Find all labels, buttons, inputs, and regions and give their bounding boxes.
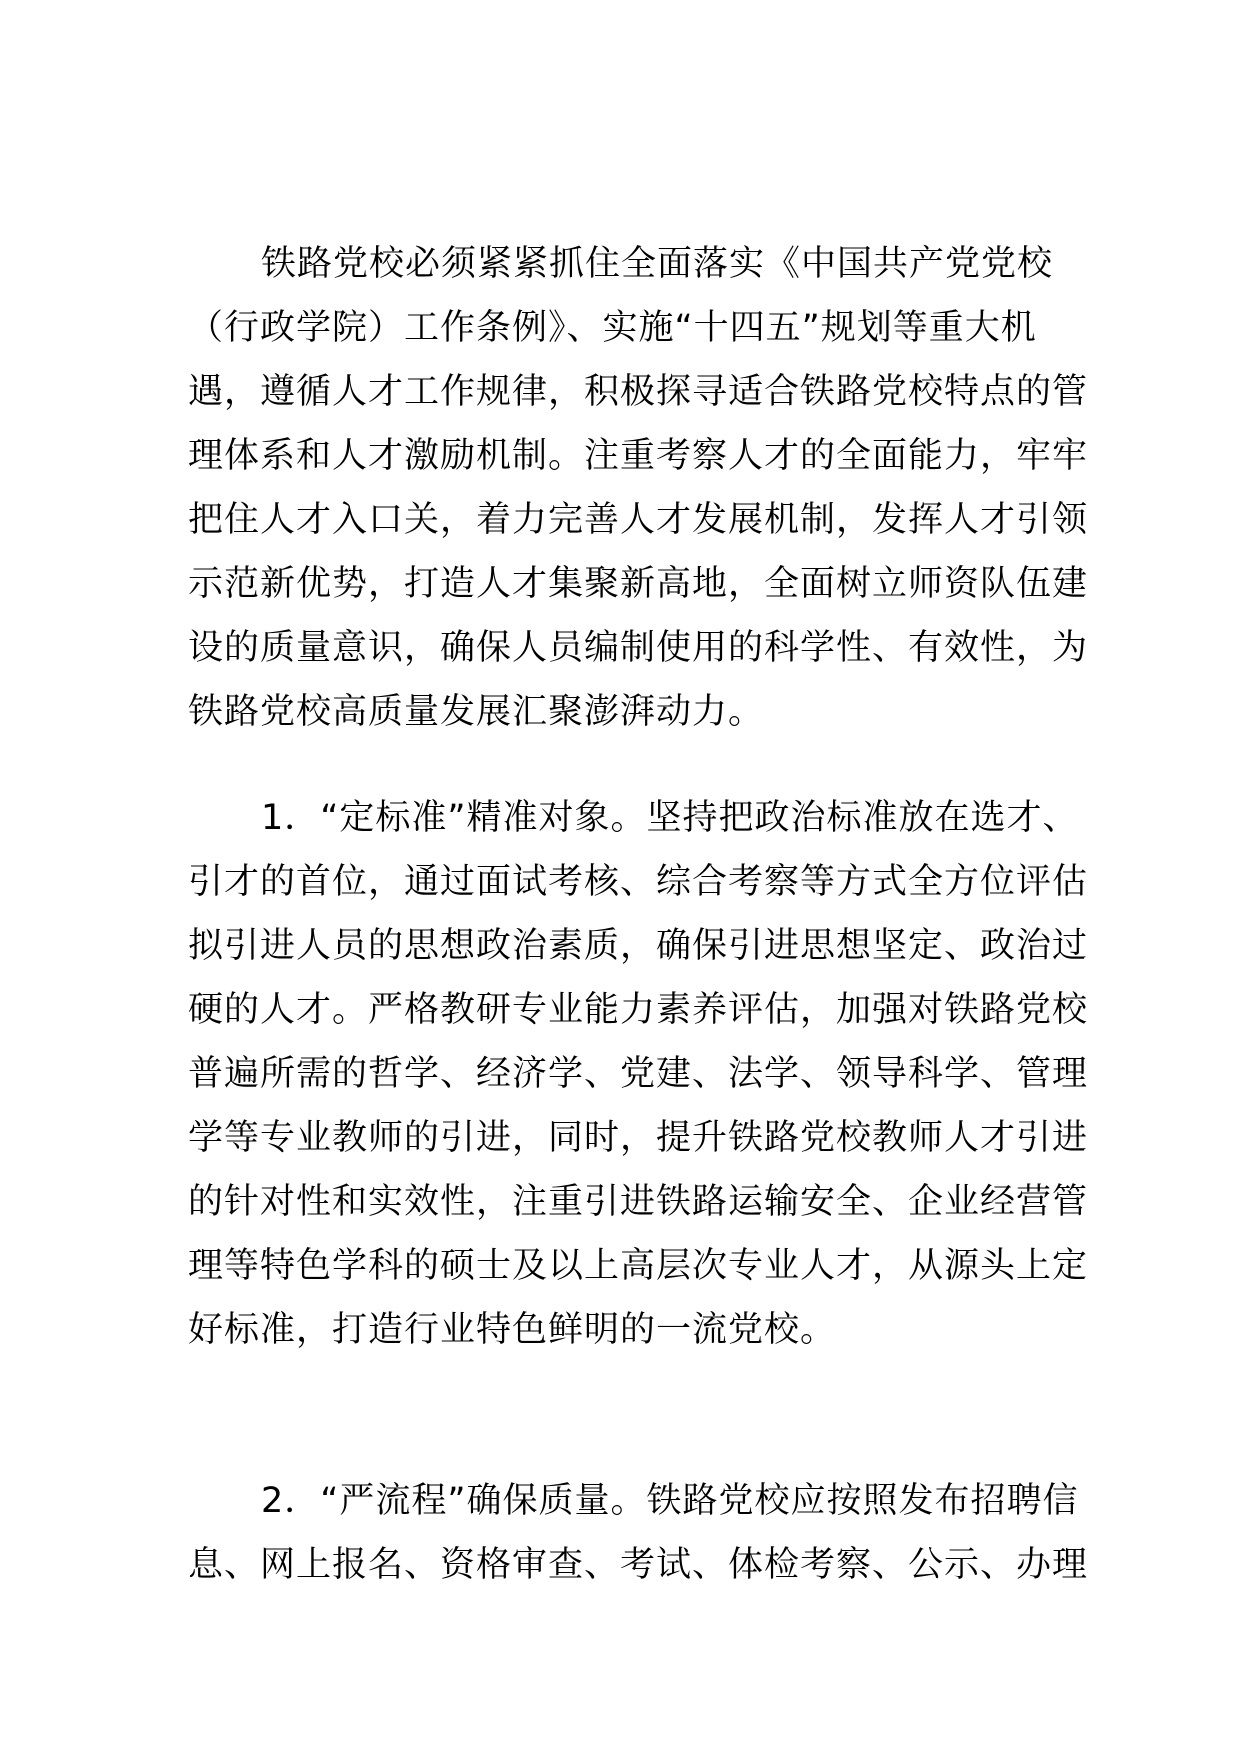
text-line: 铁路党校必须紧紧抓住全面落实《中国共产党党校 — [261, 244, 1054, 284]
text-line: 遇，遵循人才工作规律，积极探寻适合铁路党校特点的管 — [188, 372, 1089, 412]
text-line: 引才的首位，通过面试考核、综合考察等方式全方位评估 — [188, 862, 1089, 902]
text-line: 理等特色学科的硕士及以上高层次专业人才，从源头上定 — [188, 1246, 1089, 1286]
text-line: 示范新优势，打造人才集聚新高地，全面树立师资队伍建 — [188, 564, 1089, 604]
text-line: 的针对性和实效性，注重引进铁路运输安全、企业经营管 — [188, 1182, 1089, 1222]
text-line: 学等专业教师的引进，同时，提升铁路党校教师人才引进 — [188, 1118, 1089, 1158]
text-line: 理体系和人才激励机制。注重考察人才的全面能力，牢牢 — [188, 436, 1089, 476]
text-line: 普遍所需的哲学、经济学、党建、法学、领导科学、管理 — [188, 1054, 1089, 1094]
text-line: （行政学院）工作条例》、实施“十四五”规划等重大机 — [188, 308, 1037, 348]
text-line: 拟引进人员的思想政治素质，确保引进思想坚定、政治过 — [188, 926, 1089, 966]
text-line: 铁路党校高质量发展汇聚澎湃动力。 — [188, 692, 765, 732]
paragraph-intro — [188, 232, 1089, 744]
text-line: 设的质量意识，确保人员编制使用的科学性、有效性，为 — [188, 628, 1089, 668]
text-line: 息、网上报名、资格审查、考试、体检考察、公示、办理 — [188, 1545, 1089, 1585]
paragraph-section-1 — [188, 786, 1089, 1362]
text-line: 硬的人才。严格教研专业能力素养评估，加强对铁路党校 — [188, 990, 1089, 1030]
paragraph-section-2 — [188, 1469, 1089, 1597]
text-line: 1．“定标准”精准对象。坚持把政治标准放在选才、 — [261, 798, 1079, 838]
text-line: 2．“严流程”确保质量。铁路党校应按照发布招聘信 — [261, 1481, 1079, 1521]
text-line: 把住人才入口关，着力完善人才发展机制，发挥人才引领 — [188, 500, 1089, 540]
text-line: 好标准，打造行业特色鲜明的一流党校。 — [188, 1310, 837, 1350]
